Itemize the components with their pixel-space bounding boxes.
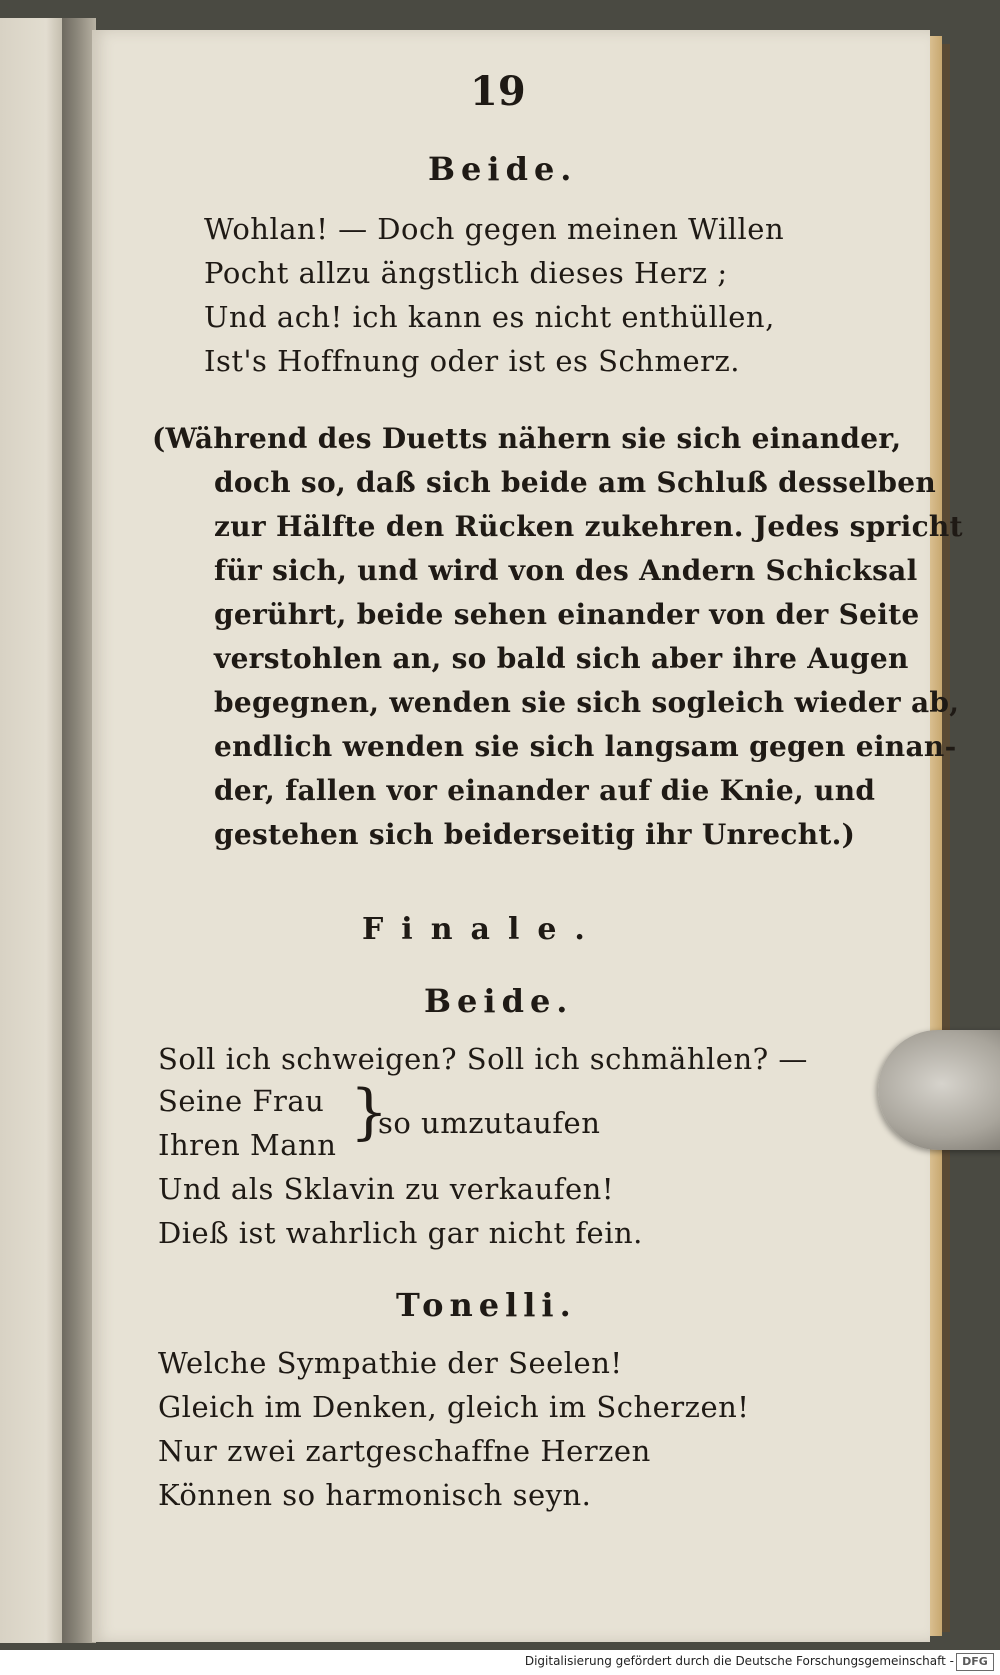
verse-line: Gleich im Denken, gleich im Scherzen! <box>158 1390 750 1424</box>
page-number: 19 <box>470 68 526 115</box>
stage-direction-line: endlich wenden sie sich langsam gegen einan- <box>214 730 957 763</box>
speaker-heading: Beide. <box>428 150 578 188</box>
previous-page-edge <box>0 18 66 1643</box>
verse-line: Ist's Hoffnung oder ist es Schmerz. <box>204 344 740 378</box>
dfg-logo: DFG <box>956 1653 994 1671</box>
verse-line: Können so harmonisch seyn. <box>158 1478 592 1512</box>
stage-direction-line: begegnen, wenden sie sich sogleich wieder ab, <box>214 686 960 719</box>
stage-direction-line: (Während des Duetts nähern sie sich einander, <box>152 422 902 455</box>
speaker-heading: Tonelli. <box>396 1286 577 1324</box>
footer-credit: Digitalisierung gefördert durch die Deutsche Forschungsgemeinschaft - <box>524 1654 954 1668</box>
verse-line: Soll ich schweigen? Soll ich schmählen? — <box>158 1042 808 1076</box>
verse-line: Und ach! ich kann es nicht enthüllen, <box>204 300 775 334</box>
stage-direction-line: für sich, und wird von des Andern Schicksal <box>214 554 918 587</box>
verse-line: Und als Sklavin zu verkaufen! <box>158 1172 614 1206</box>
verse-line: Dieß ist wahrlich gar nicht fein. <box>158 1216 643 1250</box>
verse-line: Wohlan! — Doch gegen meinen Willen <box>204 212 785 246</box>
verse-line: Welche Sympathie der Seelen! <box>158 1346 623 1380</box>
speaker-heading: Beide. <box>424 982 574 1020</box>
curly-brace: } <box>350 1077 389 1147</box>
verse-line: Pocht allzu ängstlich dieses Herz ; <box>204 256 728 290</box>
verse-line: so umzutaufen <box>378 1106 601 1140</box>
book-cover-edge <box>942 44 950 1632</box>
stage-direction-line: verstohlen an, so bald sich aber ihre Augen <box>214 642 909 675</box>
stage-direction-line: der, fallen vor einander auf die Knie, und <box>214 774 876 807</box>
verse-line: Nur zwei zartgeschaffne Herzen <box>158 1434 651 1468</box>
thumb-holding-page <box>878 1030 1000 1150</box>
verse-line: Seine Frau <box>158 1084 325 1118</box>
stage-direction-line: doch so, daß sich beide am Schluß desselben <box>214 466 936 499</box>
stage-direction-line: gerührt, beide sehen einander von der Seite <box>214 598 920 631</box>
verse-line: Ihren Mann <box>158 1128 337 1162</box>
stage-direction-line: zur Hälfte den Rücken zukehren. Jedes spricht <box>214 510 963 543</box>
section-heading-finale: Finale. <box>362 912 603 947</box>
book-gutter <box>62 18 96 1643</box>
page-stack-edge <box>930 36 942 1636</box>
stage-direction-line: gestehen sich beiderseitig ihr Unrecht.) <box>214 818 856 851</box>
